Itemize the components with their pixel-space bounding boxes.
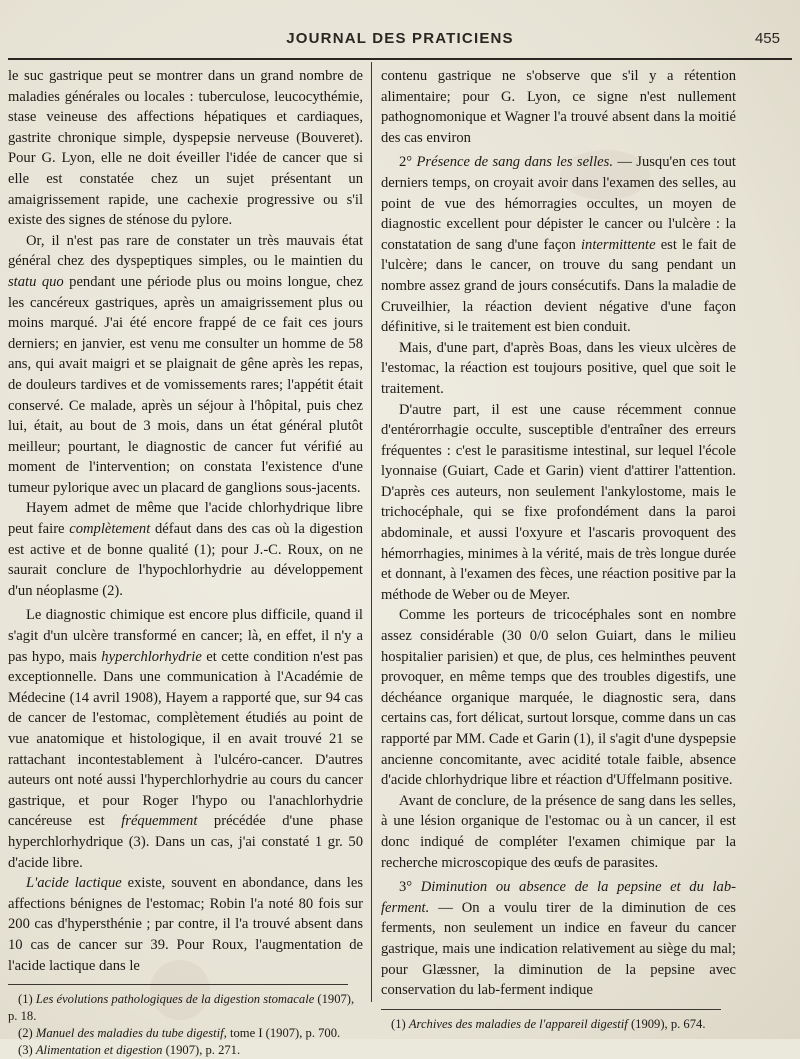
paragraph xyxy=(8,66,363,231)
running-title: JOURNAL DES PRATICIENS xyxy=(286,30,514,47)
footnote xyxy=(8,991,363,1025)
paragraph-text: est le fait de l'ulcère; dans le cancer, on trouve du sang pendant un nombre assez grand de jours consécutifs. Dans la maladie de Cruveilhier, la réaction devient négative d'une façon définitive, si le traitement est bien conduit. xyxy=(381,236,736,336)
section-heading: Présence de sang dans les selles. xyxy=(416,154,613,171)
footnote xyxy=(8,1025,363,1042)
paragraph xyxy=(8,605,363,873)
footnote-marker: (1) xyxy=(18,992,36,1007)
paragraph-text: Le diagnostic chimique est encore plus difficile, quand il s'agit d'un ulcère transformé en cancer; là, en effet, il n'y a pas hypo, mais xyxy=(8,607,363,665)
footnote-text: (1907), p. 18. xyxy=(8,992,355,1024)
footnote xyxy=(381,1016,736,1033)
footnotes-right xyxy=(381,1016,736,1033)
paragraph xyxy=(381,338,736,400)
italic-term: intermittente xyxy=(581,236,656,253)
paragraph-text: Mais, d'une part, d'après Boas, dans les vieux ulcères de l'estomac, la réaction est toujours positive, quel que soit le traitement. xyxy=(381,339,736,397)
paragraph-text: Or, il n'est pas rare de constater un très mauvais état général chez des dyspeptiques simples, ou le maintien du xyxy=(8,232,363,270)
paragraph-text: Comme les porteurs de tricocéphales sont en nombre assez considérable (30 0/0 selon Guiart, dans le milieu hospitalier parisien) et que, de plus, ces helminthes peuvent provoquer, en même temps que des troubles digestifs, une déchéance organique marquée, le diagnostic sera, dans certains cas, fort délicat, surtout lorsque, comme dans un cas rapporté par MM. Cade et Garin (1), il s'agit d'une dyspepsie ancienne concomitante, avec acidité totale faible, absence d'acide chlorhydrique libre et réaction d'Uffelmann positive. xyxy=(381,607,736,789)
footnote-title: Alimentation et digestion xyxy=(35,1043,163,1058)
paragraph xyxy=(8,231,363,499)
footnotes-left xyxy=(8,991,363,1059)
footnote-text: (1907), p. 271. xyxy=(162,1043,241,1058)
paragraph-text: pendant une période plus ou moins longue, chez les cancéreux gastriques, après un amaigrissement plus ou moins marqué. J'ai été encore frappé de ce fait ces jours derniers; en janvier, est venu me consulter un homme de 58 ans, qui avait maigri et se plaignait de gêne après les repas, de douleurs tardives et de vomissements rares; l'appétit était conservé. Ce malade, après un séjour à l'hôpital, puis chez lui, était, au bout de 3 mois, dans un état général plutôt meilleur; pourtant, le diagnostic de cancer fut vérifié au moment de l'intervention; on constata l'existence d'une tumeur pylorique avec un placard de ganglions sous-jacents. xyxy=(8,273,363,496)
italic-term: hyperchlorhydrie xyxy=(101,648,202,665)
paragraph-text: — On a voulu tirer de la diminution de ces ferments, non seulement un indice en faveur du cancer gastrique, mais une indication relativement au siège du mal; pour Glæssner, la diminution de la pepsine avec conservation du lab-ferment indique xyxy=(381,899,736,999)
italic-term: complètement xyxy=(69,521,151,538)
footnote-title: Manuel des maladies du tube digestif xyxy=(35,1026,224,1041)
paragraph-text: Hayem admet de même que l'acide chlorhydrique libre peut faire xyxy=(8,500,363,538)
section-number: 3° xyxy=(399,879,421,896)
footnote-title: Archives des maladies de l'appareil digestif xyxy=(408,1016,628,1031)
footnote-rule xyxy=(381,1009,721,1010)
italic-term: fréquemment xyxy=(121,813,198,830)
paragraph-text: existe, souvent en abondance, dans les affections bénignes de l'estomac; Robin l'a noté 80 fois sur 200 cas d'hypersthénie ; par contre, il l'a trouvé absent dans 10 cas de cancer sur 39. Pour Roux, l'augmentation de l'acide lactique dans le xyxy=(8,875,363,974)
footnote-rule xyxy=(8,984,348,985)
paragraph-text: le suc gastrique peut se montrer dans un grand nombre de maladies générales ou locales : tuberculose, leucocythémie, stase veineuse des affections hépatiques et cardiaques, gastrite chronique simple, dyspepsie nerveuse (Bouveret). Pour G. Lyon, elle ne doit éveiller l'idée de cancer que si elle est constatée chez un sujet présentant un amaigrissement rapide, une cachexie progressive ou s'il existe des signes de sténose du pylore. xyxy=(8,68,363,229)
footnote xyxy=(8,1042,363,1059)
paragraph-text: Avant de conclure, de la présence de sang dans les selles, à une lésion organique de l'estomac ou à un cancer, il est donc indiqué de compléter l'examen chimique par la recherche microscopique des œufs de parasites. xyxy=(381,792,736,871)
paragraph xyxy=(381,605,736,790)
footnote-marker: (3) xyxy=(18,1043,36,1058)
paragraph xyxy=(381,877,736,1001)
paragraph xyxy=(381,152,736,337)
right-column xyxy=(381,66,736,1033)
header-rule xyxy=(8,58,792,60)
paragraph-text: contenu gastrique ne s'observe que s'il y a rétention alimentaire; pour G. Lyon, ce signe n'est nullement pathognomonique et Wagner l'a trouvé absent dans la moitié des cas environ xyxy=(381,68,736,146)
footnote-text: (1909), p. 674. xyxy=(627,1016,706,1031)
paragraph xyxy=(8,498,363,601)
left-column xyxy=(8,66,363,1059)
footnote-title: Les évolutions pathologiques de la digestion stomacale xyxy=(35,992,315,1007)
paragraph-text: défaut dans des cas où la digestion est active et de bonne qualité (1); pour J.-C. Roux, on ne saurait conclure de l'hypochlorhydrie au développement d'un néoplasme (2). xyxy=(8,521,363,599)
paragraph xyxy=(381,400,736,606)
italic-term: statu quo xyxy=(8,273,64,290)
footnote-marker: (2) xyxy=(18,1026,36,1041)
column-divider xyxy=(371,62,372,1002)
paragraph-text: précédée d'une phase hyperchlorhydrique (3). Dans un cas, j'ai constaté 1 gr. 50 d'acide libre. xyxy=(8,813,363,871)
page-number: 455 xyxy=(754,30,780,47)
footnote-text: , tome I (1907), p. 700. xyxy=(223,1026,341,1041)
paragraph xyxy=(8,873,363,976)
section-heading: Diminution ou absence de la pepsine et du lab-ferment. xyxy=(381,879,736,916)
paragraph-text: et cette condition n'est pas exceptionnelle. Dans une communication à l'Académie de Médecine (14 avril 1908), Hayem a rapporté que, sur 94 cas de cancer de l'estomac, complètement étudiés au point de vue anatomique et histologique, il en avait trouvé 21 se rattachant incontestablement à l'ulcéro-cancer. D'autres auteurs ont noté aussi l'hyperchlorhydrie au cours du cancer gastrique, et pour Roger l'hypo ou l'anachlorhydrie cancéreuse est xyxy=(8,648,363,830)
page-header xyxy=(8,24,792,52)
paragraph xyxy=(381,66,736,148)
paragraph-text: D'autre part, il est une cause récemment connue d'entérorrhagie occulte, susceptible d'entraîner des erreurs fréquentes : c'est le parasitisme intestinal, sur lequel l'école lyonnaise (Guiart, Cade et Garin) vient d'attirer l'attention. D'après ces auteurs, non seulement l'ankylostome, mais le trichocéphale, qui se fixe profondément dans la paroi abdominale, et aussi l'oxyure et l'ascaris provoquent des hémorrhagies, minimes à la vérité, mais de très longue durée et donnant, à l'examen des fèces, une réaction positive par la méthode de Weber ou de Meyer. xyxy=(381,401,736,603)
footnote-marker: (1) xyxy=(391,1016,409,1031)
italic-term: L'acide lactique xyxy=(26,875,122,892)
section-number: 2° xyxy=(399,154,417,171)
paragraph xyxy=(381,791,736,873)
paragraph-text: — Jusqu'en ces tout derniers temps, on croyait avoir dans l'examen des selles, au point de vue des hémorragies occultes, un moyen de diagnostic excellent pour dépister le cancer ou l'ulcère : la constatation de sang d'une façon xyxy=(381,154,736,253)
